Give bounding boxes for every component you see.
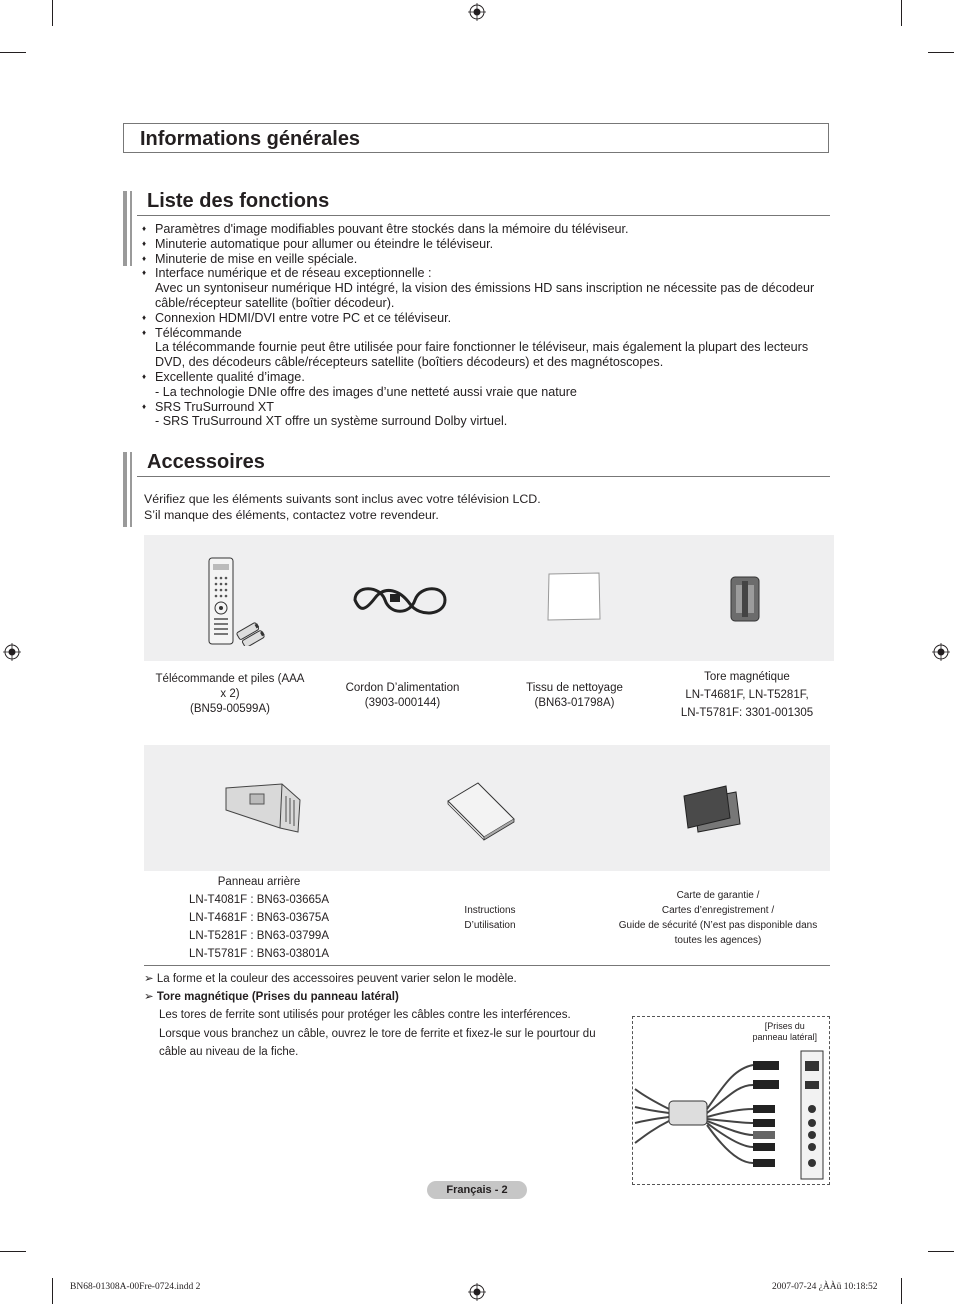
list-item: ♦ Interface numérique et de réseau exceptionnelle : Avec un syntoniseur numérique HD intégré, la vision des émissions HD sans inscription ne nécessite pas de décodeur câble/récepteur satellite (boîtier décodeur). bbox=[142, 266, 822, 310]
feature-list bbox=[142, 222, 822, 429]
registration-mark-icon bbox=[932, 643, 950, 661]
diagram-label: [Prises du panneau latéral] bbox=[752, 1021, 817, 1042]
manual-booklet-icon bbox=[444, 781, 518, 841]
accessory-caption: Télécommande et piles (AAA x 2) (BN59-00599A) bbox=[155, 673, 305, 715]
note-shape-color: ➢ La forme et la couleur des accessoires peuvent varier selon le modèle. bbox=[144, 973, 517, 985]
accessory-caption: Carte de garantie / Cartes d’enregistrement / Guide de sécurité (N’est pas disponible dans toutes les agences) bbox=[618, 890, 818, 946]
crop-mark bbox=[0, 1251, 26, 1252]
footer-timestamp: 2007-07-24 ¿ÀÀü 10:18:52 bbox=[772, 1282, 878, 1292]
footer-filename: BN68-01308A-00Fre-0724.indd 2 bbox=[70, 1282, 201, 1292]
section-rule bbox=[137, 215, 830, 216]
cable-connection-icon bbox=[633, 1017, 829, 1184]
registration-mark-icon bbox=[468, 1283, 486, 1301]
arrow-icon: ➢ bbox=[144, 991, 154, 1003]
list-item: ♦ Minuterie automatique pour allumer ou éteindre le téléviseur. bbox=[142, 237, 822, 252]
features-title: Liste des fonctions bbox=[147, 190, 330, 212]
crop-mark bbox=[928, 1251, 954, 1252]
crop-mark bbox=[52, 0, 53, 26]
section-header-box bbox=[123, 123, 829, 153]
accessory-caption: Cordon D’alimentation (3903-000144) bbox=[345, 682, 460, 709]
section-bar bbox=[123, 191, 127, 266]
crop-mark bbox=[901, 1278, 902, 1304]
list-item: ♦ Excellente qualité d’image. - La technologie DNIe offre des images d’une netteté aussi vraie que nature bbox=[142, 370, 822, 400]
power-cord-icon bbox=[350, 580, 450, 620]
note-ferrite-title: ➢ Tore magnétique (Prises du panneau latéral) bbox=[144, 991, 399, 1003]
list-item: ♦ Paramètres d'image modifiables pouvant être stockés dans la mémoire du téléviseur. bbox=[142, 222, 822, 237]
crop-mark bbox=[0, 52, 26, 53]
accessory-caption: Tore magnétique LN-T4681F, LN-T5281F, LN-T5781F: 3301-001305 bbox=[680, 671, 814, 719]
list-item: ♦ SRS TruSurround XT - SRS TruSurround XT offre un système surround Dolby virtuel. bbox=[142, 400, 822, 430]
page-number-badge: Français - 2 bbox=[427, 1181, 527, 1199]
list-item: ♦ Minuterie de mise en veille spéciale. bbox=[142, 252, 822, 267]
list-item: ♦ Connexion HDMI/DVI entre votre PC et ce téléviseur. bbox=[142, 311, 822, 326]
accessories-title: Accessoires bbox=[147, 451, 265, 473]
accessory-caption: Tissu de nettoyage (BN63-01798A) bbox=[526, 682, 623, 709]
crop-mark bbox=[901, 0, 902, 26]
registration-mark-icon bbox=[3, 643, 21, 661]
section-rule bbox=[137, 476, 830, 477]
ferrite-core-icon bbox=[727, 573, 763, 625]
registration-mark-icon bbox=[468, 3, 486, 21]
back-panel-icon bbox=[222, 782, 304, 836]
section-bar bbox=[123, 452, 127, 527]
accessories-intro: Vérifiez que les éléments suivants sont inclus avec votre télévision LCD. S’il manque des éléments, contactez votre revendeur. bbox=[144, 492, 541, 522]
crop-mark bbox=[928, 52, 954, 53]
warranty-cards-icon bbox=[682, 784, 742, 836]
list-item: ♦ Télécommande La télécommande fournie peut être utilisée pour faire fonctionner le téléviseur, mais également la plupart des lecteurs DVD, des décodeurs câble/récepteurs satellite (boîtiers décodeurs) et des magnétoscopes. bbox=[142, 326, 822, 370]
side-panel-diagram bbox=[632, 1016, 830, 1185]
section-bar bbox=[130, 191, 132, 266]
divider bbox=[144, 965, 830, 966]
remote-control-icon bbox=[205, 556, 267, 646]
cleaning-cloth-icon bbox=[545, 571, 603, 623]
accessory-caption: Instructions D’utilisation bbox=[464, 905, 516, 931]
accessory-caption: Panneau arrière LN-T4081F : BN63-03665A LN-T4681F : BN63-03675A LN-T5281F : BN63-03799A LN-T5781F : BN63-03801A bbox=[189, 876, 329, 960]
page-title: Informations générales bbox=[140, 128, 361, 150]
note-ferrite-body: Les tores de ferrite sont utilisés pour protéger les câbles contre les interférences. Lorsque vous branchez un câble, ouvrez le tore de ferrite et fixez-le sur le pourtour du câble au niveau de la fiche. bbox=[159, 1009, 596, 1058]
crop-mark bbox=[52, 1278, 53, 1304]
arrow-icon: ➢ bbox=[144, 973, 154, 985]
section-bar bbox=[130, 452, 132, 527]
